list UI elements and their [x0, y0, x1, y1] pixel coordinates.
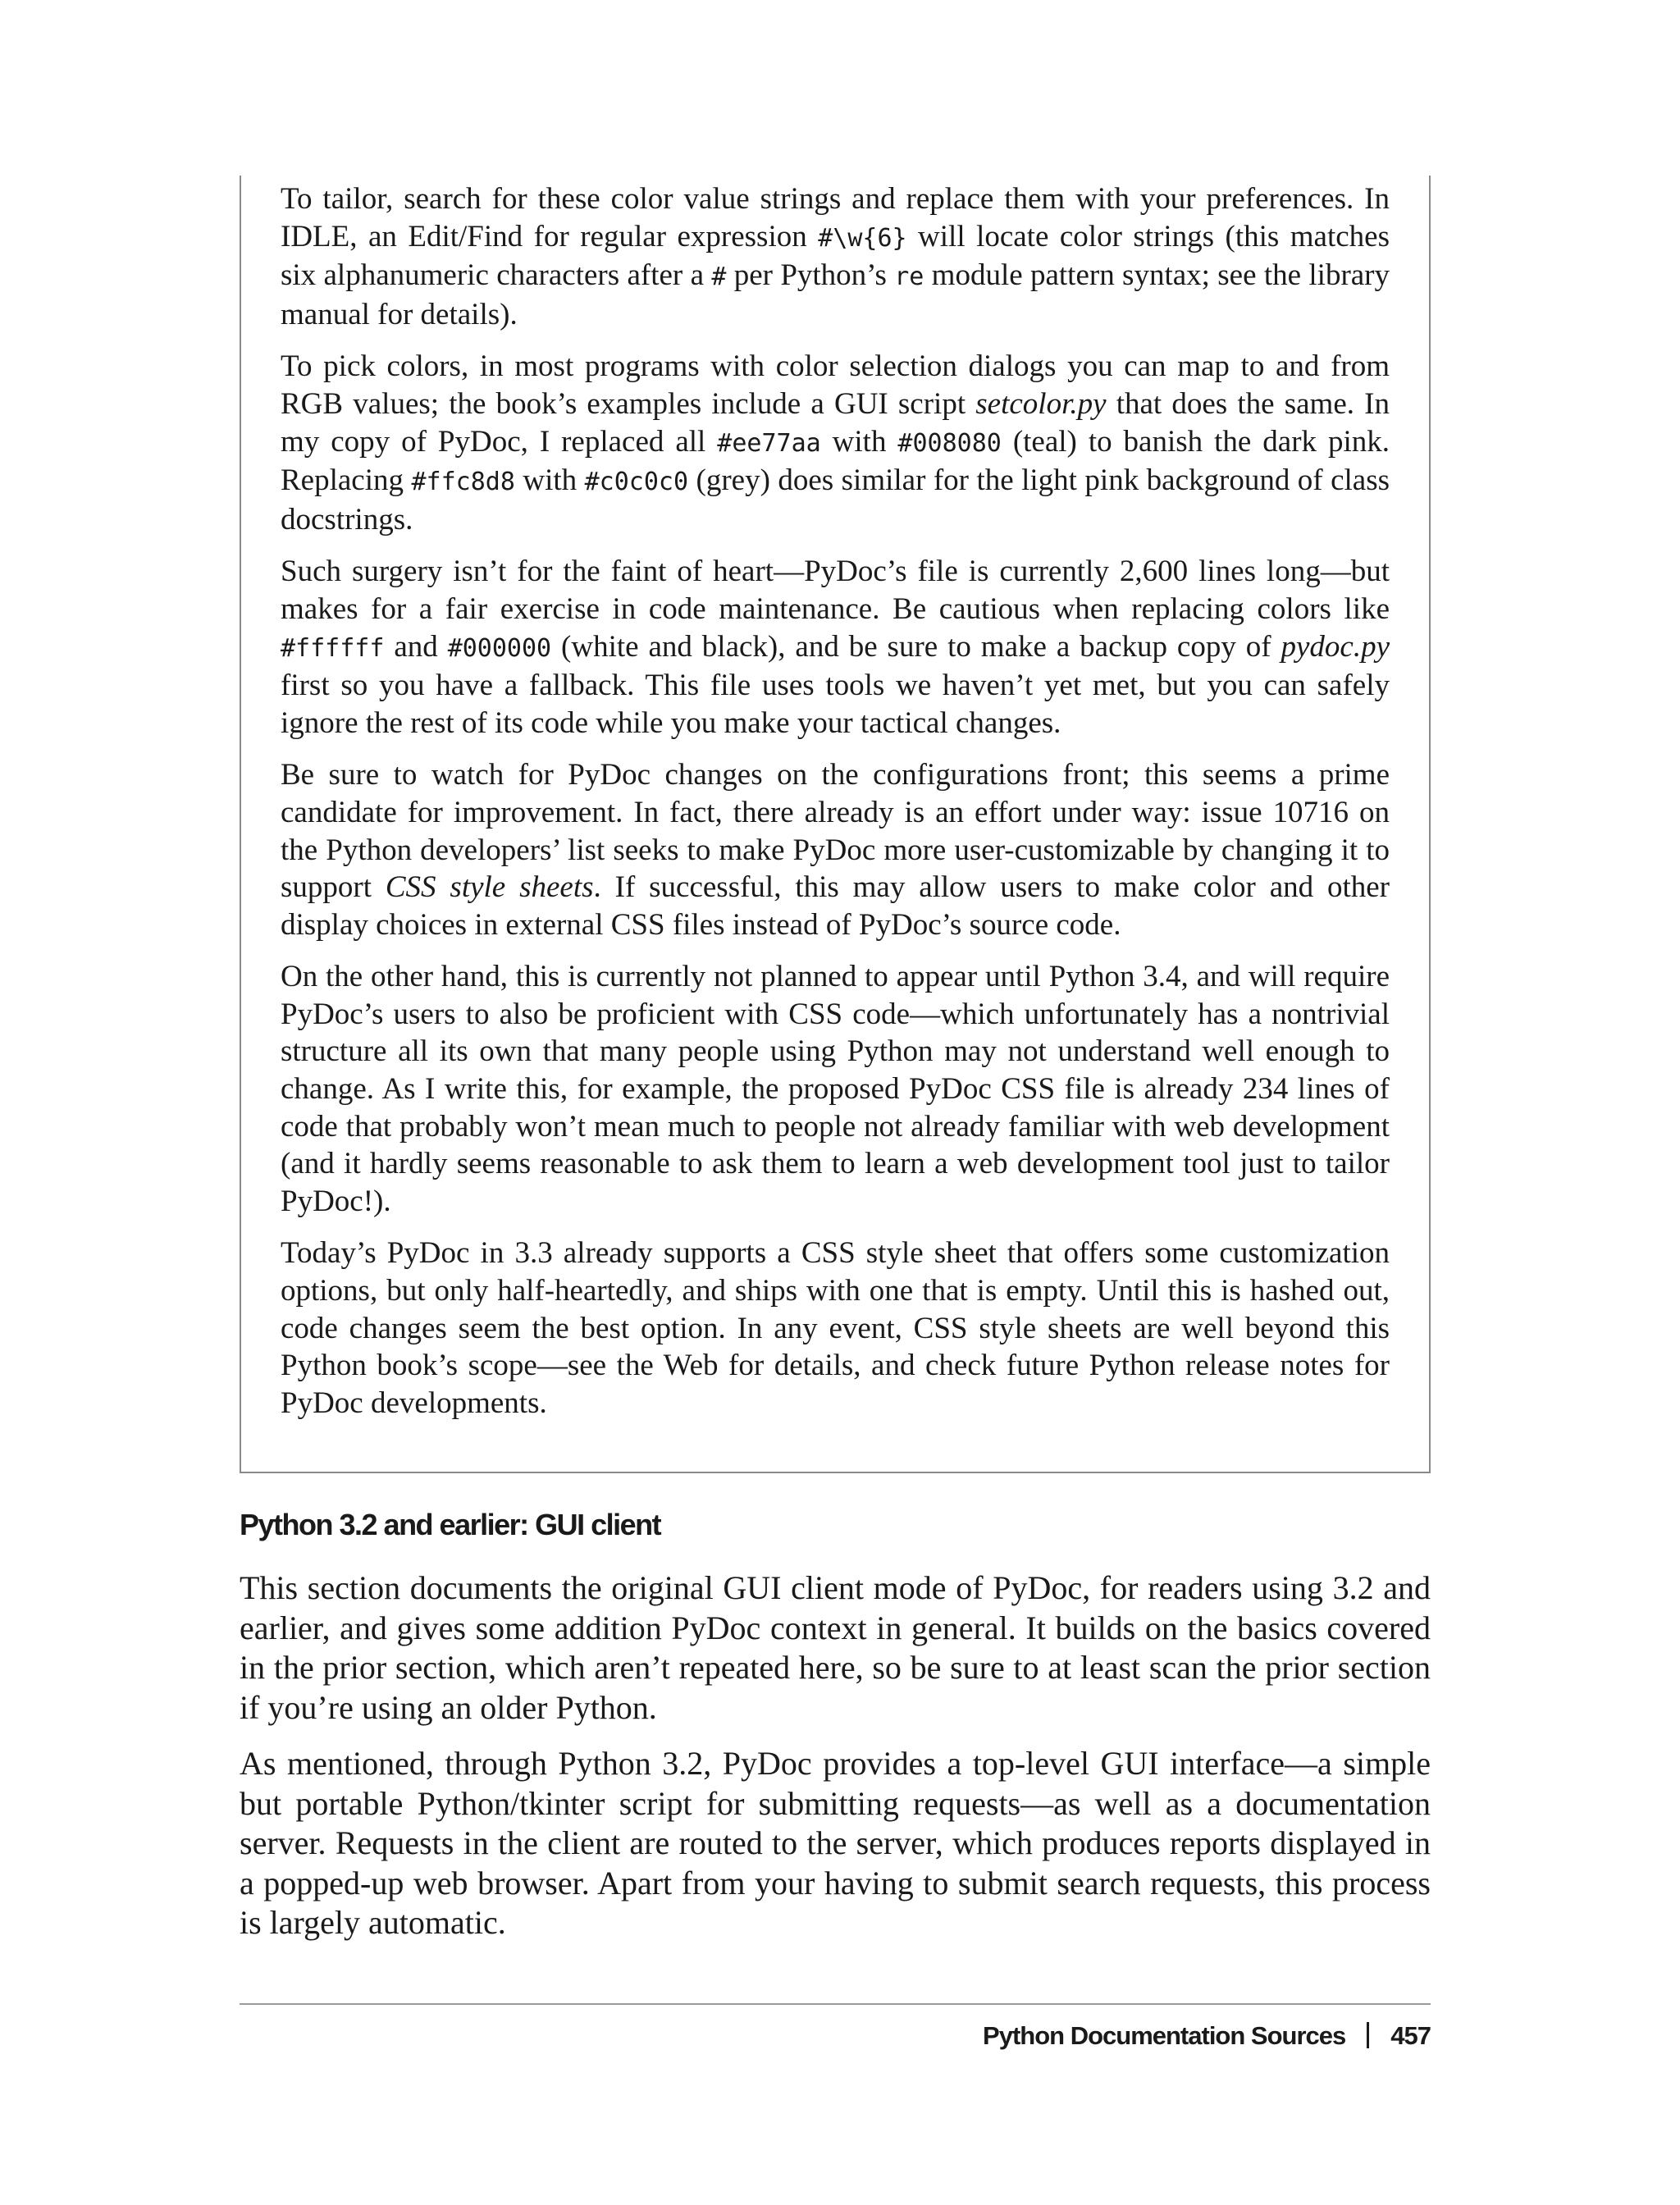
text-run: To pick colors, in most programs with color selection dialogs you can map to and from RGB values; the book’s examples include a GUI script [281, 349, 1390, 421]
text-run: that does the same. In my copy of PyDoc, I replaced all [281, 386, 1390, 459]
page-footer [983, 2021, 1431, 2051]
inline-code: # [711, 262, 727, 292]
text-run: To tailor, search for these color value strings and replace them with your preferences. In IDLE, an Edit/Find for regular expression [281, 182, 1390, 253]
body-text [240, 1568, 1431, 1960]
sidebar-paragraph [281, 958, 1390, 1220]
sidebar-paragraph [281, 180, 1390, 333]
body-paragraph: As mentioned, through Python 3.2, PyDoc provides a top-level GUI interface—a simple but portable Python/tkinter script for submitting requests—as well as a documentation server. Requests in the client are routed to the server, which produces reports displayed in a popped-up web browser. Apart from your having to submit search requests, this process is largely automatic. [240, 1745, 1431, 1941]
text-run: first so you have a fallback. This file uses tools we haven’t yet met, but you can safely ignore the rest of its code while you make your tactical changes. [281, 669, 1390, 740]
footer-chapter-title: Python Documentation Sources [983, 2021, 1346, 2050]
inline-code: #ee77aa [717, 428, 821, 458]
text-run: Today’s PyDoc in 3.3 already supports a CSS style sheet that offers some customization options, but only half-heartedly, and ships with one that is empty. Until this is hashed out, code changes seem the best option. In any event, CSS style sheets are well beyond this Python book’s scope—see the Web for details, and check future Python release notes for PyDoc developments. [281, 1236, 1390, 1420]
sidebar-paragraph [281, 553, 1390, 742]
footer-rule [240, 2003, 1431, 2005]
sidebar-content [281, 180, 1390, 1436]
inline-code: #c0c0c0 [584, 468, 689, 497]
inline-code: #ffffff [281, 633, 385, 663]
inline-code: #000000 [447, 633, 552, 663]
text-run: with [820, 424, 898, 459]
inline-code: #008080 [897, 428, 1002, 458]
body-paragraph: This section documents the original GUI client mode of PyDoc, for readers using 3.2 and earlier, and gives some addition PyDoc context in general. It builds on the basics covered in the prior section, which aren’t repeated here, so be sure to at least scan the prior section if you’re using an older Python. [240, 1569, 1431, 1726]
footer-separator [1367, 2022, 1369, 2048]
text-run: (teal) to banish the dark pink. Replacing [281, 424, 1390, 498]
text-run: Be sure to watch for PyDoc changes on the configurations front; this seems a prime candidate for improvement. In fact, there already is an effort under way: issue 10716 on the Python developers’ list seeks to make PyDoc more user-customizable by changing it to support [281, 758, 1390, 905]
text-run: Such surgery isn’t for the faint of heart—PyDoc’s file is currently 2,600 lines long—but makes for a fair exercise in code maintenance. Be cautious when replacing colors like [281, 555, 1390, 626]
inline-code: re [894, 262, 924, 292]
text-run: will locate color strings (this matches six alphanumeric characters after a [281, 219, 1390, 293]
text-run: per Python’s [726, 258, 895, 293]
text-run: On the other hand, this is currently not planned to appear until Python 3.4, and will require PyDoc’s users to also be proficient with CSS code—which unfortunately has a nontrivial structure all its own that many people using Python may not understand well enough to change. As I write this, for example, the proposed PyDoc CSS file is already 234 lines of code that probably won’t mean much to people not already familiar with web development (and it hardly seems reasonable to ask them to learn a web development tool just to tailor PyDoc!). [281, 960, 1390, 1218]
inline-code: #\w{6} [818, 223, 907, 253]
text-run: (grey) does similar for the light pink background of class docstrings. [281, 463, 1390, 536]
sidebar-paragraph [281, 1235, 1390, 1422]
text-run: (white and black), and be sure to make a backup copy of [551, 629, 1281, 664]
emphasis-text: pydoc.py [1281, 629, 1390, 664]
text-run: with [514, 463, 585, 498]
emphasis-text: setcolor.py [975, 386, 1107, 421]
text-run: . If successful, this may allow users to make color and other display choices in external CSS files instead of PyDoc’s source code. [281, 870, 1390, 942]
sidebar-paragraph [281, 756, 1390, 943]
section-heading: Python 3.2 and earlier: GUI client [240, 1508, 661, 1541]
emphasis-text: CSS style sheets [385, 870, 594, 905]
sidebar-paragraph [281, 348, 1390, 538]
inline-code: #ffc8d8 [411, 468, 515, 497]
text-run: module pattern syntax; see the library manual for details). [281, 258, 1390, 331]
text-run: and [384, 629, 448, 664]
page-number: 457 [1390, 2021, 1431, 2050]
